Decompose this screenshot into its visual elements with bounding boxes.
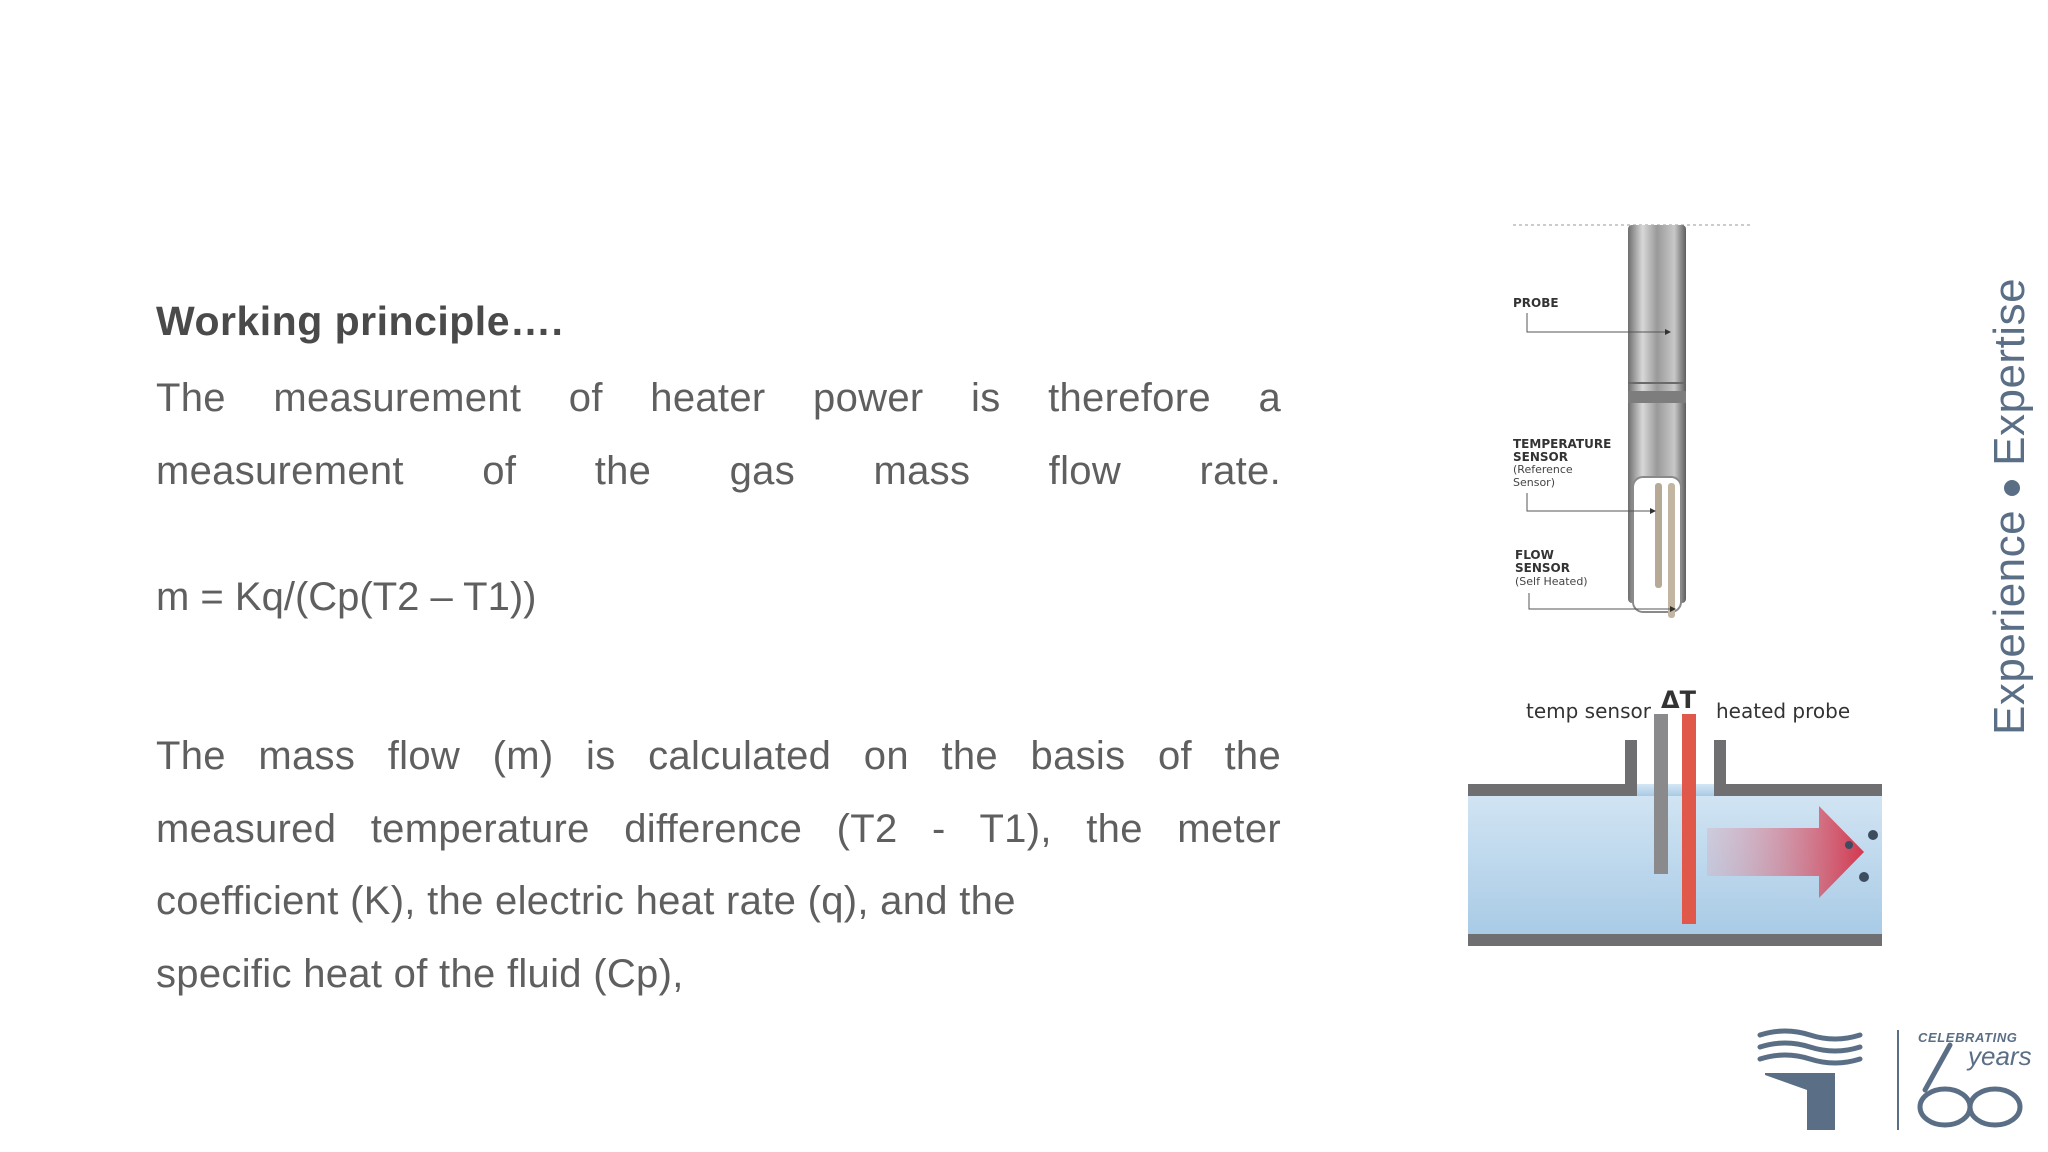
mass-flow-formula: m = Kq/(Cp(T2 – T1)) xyxy=(156,575,537,619)
flow-sensor-label: FLOW xyxy=(1515,548,1554,562)
paragraph-line: measured temperature difference (T2 - T1), the meter xyxy=(156,806,1281,851)
tagline-dot xyxy=(2004,480,2020,496)
paragraph-line: The mass flow (m) is calculated on the basis of the xyxy=(156,734,1281,778)
delta-t-caption: ΔT xyxy=(1661,686,1696,714)
probe-diagram xyxy=(1505,215,1755,655)
paragraph-heater-power: The measurement of heater power is therefore a measurement of the gas mass flow rate. xyxy=(156,376,1281,493)
temp-sensor-label: TEMPERATURE xyxy=(1513,437,1612,451)
temp-sensor-label: (Reference xyxy=(1513,463,1573,476)
slide-heading: Working principle…. xyxy=(156,298,564,344)
temp-sensor-caption: temp sensor xyxy=(1526,699,1651,723)
flow-sensor-label: (Self Heated) xyxy=(1515,575,1588,588)
tagline-experience: Experience xyxy=(1985,509,2034,735)
logo-celebrating-text: CELEBRATING xyxy=(1918,1030,2018,1045)
paragraph-line: specific heat of the fluid (Cp), xyxy=(156,951,684,996)
flow-sensor-label: SENSOR xyxy=(1515,561,1570,575)
brand-tagline xyxy=(1985,278,2035,735)
temp-sensor-label: Sensor) xyxy=(1513,476,1555,489)
probe-label: PROBE xyxy=(1513,296,1559,310)
temp-sensor-label: SENSOR xyxy=(1513,450,1568,464)
paragraph-line: coefficient (K), the electric heat rate (q), and the xyxy=(156,879,1016,923)
tagline-expertise: Expertise xyxy=(1985,277,2034,466)
flow-diagram xyxy=(1464,680,1888,950)
logo-years-text: years xyxy=(1968,1041,2032,1071)
text-block xyxy=(156,280,1281,507)
paragraph-mass-flow xyxy=(156,720,1281,1010)
heated-probe-caption: heated probe xyxy=(1716,699,1851,723)
